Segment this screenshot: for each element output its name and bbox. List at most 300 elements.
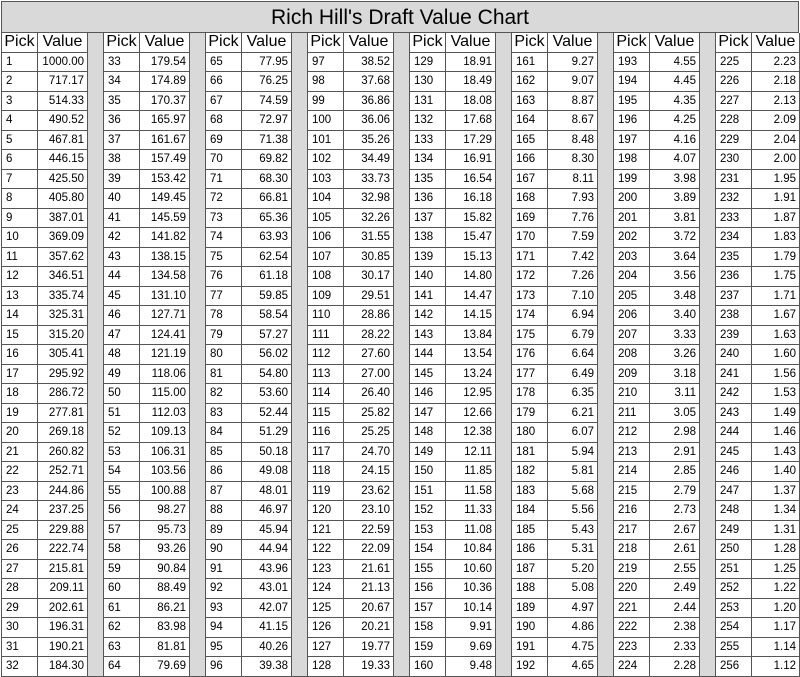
- pick-number-cell: 151: [410, 482, 446, 502]
- pick-value-cell: 2.38: [650, 618, 700, 638]
- pick-number-cell: 114: [308, 384, 344, 404]
- column-separator: [88, 287, 104, 307]
- pick-number-cell: 36: [104, 111, 140, 131]
- pick-value-cell: 165.97: [140, 111, 190, 131]
- pick-value-cell: 13.54: [446, 345, 496, 365]
- column-separator: [598, 345, 614, 365]
- column-separator: [88, 618, 104, 638]
- pick-number-cell: 6: [2, 150, 38, 170]
- pick-number-cell: 147: [410, 404, 446, 424]
- pick-value-cell: 10.36: [446, 579, 496, 599]
- pick-number-cell: 199: [614, 170, 650, 190]
- column-separator: [190, 189, 206, 209]
- pick-value-cell: 138.15: [140, 248, 190, 268]
- pick-value-cell: 13.24: [446, 365, 496, 385]
- pick-number-cell: 97: [308, 53, 344, 73]
- column-separator: [88, 540, 104, 560]
- pick-value-cell: 2.61: [650, 540, 700, 560]
- pick-number-cell: 140: [410, 267, 446, 287]
- pick-value-cell: 17.68: [446, 111, 496, 131]
- pick-number-cell: 4: [2, 111, 38, 131]
- pick-number-cell: 224: [614, 657, 650, 677]
- pick-number-cell: 107: [308, 248, 344, 268]
- pick-number-cell: 136: [410, 189, 446, 209]
- column-separator: [700, 345, 716, 365]
- pick-number-cell: 24: [2, 501, 38, 521]
- pick-value-cell: 32.26: [344, 209, 394, 229]
- pick-number-cell: 72: [206, 189, 242, 209]
- pick-number-cell: 197: [614, 131, 650, 151]
- pick-value-cell: 3.33: [650, 326, 700, 346]
- pick-number-cell: 209: [614, 365, 650, 385]
- pick-number-cell: 165: [512, 131, 548, 151]
- pick-number-cell: 130: [410, 72, 446, 92]
- column-separator: [700, 384, 716, 404]
- column-separator: [496, 287, 512, 307]
- pick-value-cell: 11.08: [446, 521, 496, 541]
- pick-number-cell: 191: [512, 638, 548, 658]
- column-separator: [700, 599, 716, 619]
- pick-number-cell: 155: [410, 560, 446, 580]
- pick-number-cell: 30: [2, 618, 38, 638]
- pick-value-cell: 9.69: [446, 638, 496, 658]
- pick-value-cell: 325.31: [38, 306, 88, 326]
- pick-value-cell: 346.51: [38, 267, 88, 287]
- pick-value-cell: 2.55: [650, 560, 700, 580]
- pick-number-cell: 62: [104, 618, 140, 638]
- pick-value-cell: 1.43: [752, 443, 800, 463]
- column-separator: [700, 228, 716, 248]
- column-separator: [598, 365, 614, 385]
- pick-value-cell: 29.51: [344, 287, 394, 307]
- column-separator: [394, 267, 410, 287]
- pick-number-cell: 65: [206, 53, 242, 73]
- pick-value-cell: 37.68: [344, 72, 394, 92]
- column-separator: [700, 170, 716, 190]
- pick-number-cell: 177: [512, 365, 548, 385]
- pick-value-cell: 19.77: [344, 638, 394, 658]
- pick-value-cell: 1.91: [752, 189, 800, 209]
- column-separator: [190, 287, 206, 307]
- pick-number-cell: 39: [104, 170, 140, 190]
- pick-number-cell: 74: [206, 228, 242, 248]
- column-separator: [394, 638, 410, 658]
- pick-number-cell: 50: [104, 384, 140, 404]
- pick-number-cell: 190: [512, 618, 548, 638]
- pick-value-cell: 112.03: [140, 404, 190, 424]
- pick-number-cell: 49: [104, 365, 140, 385]
- pick-value-cell: 2.85: [650, 462, 700, 482]
- pick-value-cell: 209.11: [38, 579, 88, 599]
- pick-value-cell: 53.60: [242, 384, 292, 404]
- pick-column-header: Pick: [308, 33, 344, 53]
- column-separator: [700, 560, 716, 580]
- chart-title: Rich Hill's Draft Value Chart: [1, 1, 799, 33]
- column-separator: [700, 638, 716, 658]
- pick-number-cell: 9: [2, 209, 38, 229]
- pick-value-cell: 446.15: [38, 150, 88, 170]
- pick-number-cell: 112: [308, 345, 344, 365]
- pick-column-header: Pick: [410, 33, 446, 53]
- column-separator: [394, 365, 410, 385]
- pick-value-cell: 4.35: [650, 92, 700, 112]
- pick-number-cell: 27: [2, 560, 38, 580]
- pick-number-cell: 37: [104, 131, 140, 151]
- pick-value-cell: 4.75: [548, 638, 598, 658]
- pick-value-cell: 106.31: [140, 443, 190, 463]
- pick-value-cell: 2.18: [752, 72, 800, 92]
- pick-value-cell: 15.13: [446, 248, 496, 268]
- pick-value-cell: 33.73: [344, 170, 394, 190]
- pick-value-cell: 3.64: [650, 248, 700, 268]
- column-separator: [292, 131, 308, 151]
- pick-number-cell: 134: [410, 150, 446, 170]
- column-separator: [496, 443, 512, 463]
- pick-number-cell: 89: [206, 521, 242, 541]
- pick-number-cell: 243: [716, 404, 752, 424]
- pick-value-cell: 369.09: [38, 228, 88, 248]
- pick-number-cell: 166: [512, 150, 548, 170]
- column-separator: [496, 209, 512, 229]
- pick-value-cell: 28.22: [344, 326, 394, 346]
- pick-number-cell: 233: [716, 209, 752, 229]
- pick-value-cell: 174.89: [140, 72, 190, 92]
- column-separator: [394, 384, 410, 404]
- pick-number-cell: 156: [410, 579, 446, 599]
- column-separator: [190, 306, 206, 326]
- pick-column-header: Pick: [2, 33, 38, 53]
- pick-number-cell: 208: [614, 345, 650, 365]
- column-separator: [700, 248, 716, 268]
- column-separator: [88, 209, 104, 229]
- column-separator: [496, 423, 512, 443]
- pick-number-cell: 223: [614, 638, 650, 658]
- column-separator: [700, 306, 716, 326]
- pick-number-cell: 3: [2, 92, 38, 112]
- pick-value-cell: 17.29: [446, 131, 496, 151]
- pick-value-cell: 1.83: [752, 228, 800, 248]
- pick-value-cell: 14.80: [446, 267, 496, 287]
- pick-number-cell: 110: [308, 306, 344, 326]
- pick-value-cell: 157.49: [140, 150, 190, 170]
- pick-value-cell: 16.91: [446, 150, 496, 170]
- column-separator: [700, 521, 716, 541]
- column-separator: [598, 228, 614, 248]
- pick-number-cell: 148: [410, 423, 446, 443]
- pick-value-cell: 12.95: [446, 384, 496, 404]
- pick-value-cell: 1.17: [752, 618, 800, 638]
- pick-value-cell: 7.10: [548, 287, 598, 307]
- pick-number-cell: 59: [104, 560, 140, 580]
- pick-number-cell: 109: [308, 287, 344, 307]
- column-separator: [190, 599, 206, 619]
- pick-number-cell: 168: [512, 189, 548, 209]
- pick-value-cell: 9.27: [548, 53, 598, 73]
- pick-number-cell: 141: [410, 287, 446, 307]
- pick-value-cell: 36.06: [344, 111, 394, 131]
- column-separator: [598, 150, 614, 170]
- pick-number-cell: 226: [716, 72, 752, 92]
- pick-column-header: Pick: [104, 33, 140, 53]
- column-separator: [700, 72, 716, 92]
- pick-value-cell: 6.35: [548, 384, 598, 404]
- pick-number-cell: 53: [104, 443, 140, 463]
- column-separator: [88, 345, 104, 365]
- pick-value-cell: 134.58: [140, 267, 190, 287]
- pick-value-cell: 1.22: [752, 579, 800, 599]
- pick-number-cell: 16: [2, 345, 38, 365]
- pick-number-cell: 42: [104, 228, 140, 248]
- column-separator: [598, 267, 614, 287]
- column-separator: [292, 599, 308, 619]
- column-separator: [292, 560, 308, 580]
- pick-number-cell: 71: [206, 170, 242, 190]
- pick-number-cell: 12: [2, 267, 38, 287]
- pick-value-cell: 49.08: [242, 462, 292, 482]
- pick-value-cell: 1.34: [752, 501, 800, 521]
- column-separator: [190, 482, 206, 502]
- pick-number-cell: 179: [512, 404, 548, 424]
- column-separator: [292, 287, 308, 307]
- pick-number-cell: 235: [716, 248, 752, 268]
- pick-value-cell: 26.40: [344, 384, 394, 404]
- column-separator: [394, 33, 410, 53]
- pick-value-cell: 109.13: [140, 423, 190, 443]
- pick-value-cell: 2.28: [650, 657, 700, 677]
- pick-number-cell: 171: [512, 248, 548, 268]
- pick-value-cell: 124.41: [140, 326, 190, 346]
- column-separator: [598, 111, 614, 131]
- pick-number-cell: 149: [410, 443, 446, 463]
- pick-number-cell: 232: [716, 189, 752, 209]
- pick-number-cell: 256: [716, 657, 752, 677]
- pick-number-cell: 40: [104, 189, 140, 209]
- column-separator: [292, 462, 308, 482]
- pick-value-cell: 63.93: [242, 228, 292, 248]
- pick-number-cell: 164: [512, 111, 548, 131]
- pick-number-cell: 150: [410, 462, 446, 482]
- pick-value-cell: 315.20: [38, 326, 88, 346]
- pick-number-cell: 85: [206, 443, 242, 463]
- pick-value-cell: 13.84: [446, 326, 496, 346]
- column-separator: [88, 462, 104, 482]
- pick-value-cell: 3.40: [650, 306, 700, 326]
- pick-value-cell: 118.06: [140, 365, 190, 385]
- pick-value-cell: 8.48: [548, 131, 598, 151]
- pick-value-cell: 38.52: [344, 53, 394, 73]
- column-separator: [700, 443, 716, 463]
- pick-number-cell: 79: [206, 326, 242, 346]
- pick-number-cell: 67: [206, 92, 242, 112]
- column-separator: [598, 209, 614, 229]
- pick-value-cell: 2.79: [650, 482, 700, 502]
- pick-value-cell: 237.25: [38, 501, 88, 521]
- value-column-header: Value: [446, 33, 496, 53]
- pick-value-cell: 7.26: [548, 267, 598, 287]
- pick-value-cell: 2.04: [752, 131, 800, 151]
- column-separator: [394, 599, 410, 619]
- pick-value-cell: 18.91: [446, 53, 496, 73]
- column-separator: [292, 92, 308, 112]
- pick-value-cell: 68.30: [242, 170, 292, 190]
- pick-value-cell: 62.54: [242, 248, 292, 268]
- pick-number-cell: 15: [2, 326, 38, 346]
- column-separator: [190, 579, 206, 599]
- column-separator: [394, 423, 410, 443]
- pick-value-cell: 4.25: [650, 111, 700, 131]
- column-separator: [394, 618, 410, 638]
- column-separator: [88, 638, 104, 658]
- pick-number-cell: 96: [206, 657, 242, 677]
- column-separator: [292, 111, 308, 131]
- column-separator: [394, 228, 410, 248]
- pick-value-cell: 3.72: [650, 228, 700, 248]
- column-separator: [496, 248, 512, 268]
- pick-number-cell: 138: [410, 228, 446, 248]
- pick-number-cell: 77: [206, 287, 242, 307]
- column-separator: [394, 579, 410, 599]
- pick-value-cell: 305.41: [38, 345, 88, 365]
- column-separator: [598, 72, 614, 92]
- column-separator: [292, 33, 308, 53]
- pick-value-cell: 3.89: [650, 189, 700, 209]
- column-separator: [88, 560, 104, 580]
- pick-value-cell: 2.00: [752, 150, 800, 170]
- column-separator: [598, 92, 614, 112]
- pick-value-cell: 6.49: [548, 365, 598, 385]
- pick-value-cell: 16.18: [446, 189, 496, 209]
- pick-value-cell: 41.15: [242, 618, 292, 638]
- column-separator: [190, 462, 206, 482]
- pick-number-cell: 99: [308, 92, 344, 112]
- pick-number-cell: 161: [512, 53, 548, 73]
- pick-value-cell: 4.55: [650, 53, 700, 73]
- pick-value-cell: 2.98: [650, 423, 700, 443]
- pick-number-cell: 244: [716, 423, 752, 443]
- column-separator: [190, 111, 206, 131]
- column-separator: [496, 618, 512, 638]
- pick-value-cell: 66.81: [242, 189, 292, 209]
- pick-value-cell: 42.07: [242, 599, 292, 619]
- pick-number-cell: 122: [308, 540, 344, 560]
- pick-number-cell: 222: [614, 618, 650, 638]
- pick-number-cell: 254: [716, 618, 752, 638]
- column-separator: [190, 209, 206, 229]
- pick-value-cell: 7.76: [548, 209, 598, 229]
- column-separator: [190, 53, 206, 73]
- pick-value-cell: 1.63: [752, 326, 800, 346]
- pick-number-cell: 229: [716, 131, 752, 151]
- pick-number-cell: 14: [2, 306, 38, 326]
- pick-value-cell: 5.08: [548, 579, 598, 599]
- pick-value-cell: 81.81: [140, 638, 190, 658]
- pick-number-cell: 22: [2, 462, 38, 482]
- pick-number-cell: 188: [512, 579, 548, 599]
- column-separator: [292, 618, 308, 638]
- pick-number-cell: 158: [410, 618, 446, 638]
- column-separator: [190, 170, 206, 190]
- pick-number-cell: 103: [308, 170, 344, 190]
- pick-number-cell: 213: [614, 443, 650, 463]
- pick-value-cell: 52.44: [242, 404, 292, 424]
- pick-value-cell: 5.81: [548, 462, 598, 482]
- pick-value-cell: 141.82: [140, 228, 190, 248]
- column-separator: [292, 423, 308, 443]
- column-separator: [496, 521, 512, 541]
- pick-number-cell: 5: [2, 131, 38, 151]
- pick-column-header: Pick: [512, 33, 548, 53]
- pick-number-cell: 73: [206, 209, 242, 229]
- pick-value-cell: 1.14: [752, 638, 800, 658]
- pick-number-cell: 211: [614, 404, 650, 424]
- column-separator: [88, 72, 104, 92]
- pick-value-cell: 161.67: [140, 131, 190, 151]
- pick-number-cell: 115: [308, 404, 344, 424]
- pick-value-cell: 21.61: [344, 560, 394, 580]
- column-separator: [88, 423, 104, 443]
- pick-number-cell: 183: [512, 482, 548, 502]
- column-separator: [190, 560, 206, 580]
- pick-number-cell: 120: [308, 501, 344, 521]
- column-separator: [190, 33, 206, 53]
- column-separator: [88, 326, 104, 346]
- pick-value-cell: 56.02: [242, 345, 292, 365]
- column-separator: [598, 189, 614, 209]
- column-separator: [700, 287, 716, 307]
- pick-column-header: Pick: [206, 33, 242, 53]
- pick-number-cell: 19: [2, 404, 38, 424]
- column-separator: [598, 560, 614, 580]
- column-separator: [394, 287, 410, 307]
- pick-number-cell: 133: [410, 131, 446, 151]
- pick-number-cell: 129: [410, 53, 446, 73]
- column-separator: [496, 53, 512, 73]
- pick-value-cell: 57.27: [242, 326, 292, 346]
- column-separator: [190, 423, 206, 443]
- pick-number-cell: 69: [206, 131, 242, 151]
- column-separator: [496, 189, 512, 209]
- pick-value-cell: 269.18: [38, 423, 88, 443]
- pick-value-cell: 1.37: [752, 482, 800, 502]
- pick-value-cell: 71.38: [242, 131, 292, 151]
- column-separator: [190, 521, 206, 541]
- pick-value-cell: 10.60: [446, 560, 496, 580]
- pick-number-cell: 170: [512, 228, 548, 248]
- column-separator: [700, 404, 716, 424]
- pick-value-cell: 21.13: [344, 579, 394, 599]
- pick-number-cell: 48: [104, 345, 140, 365]
- column-separator: [292, 521, 308, 541]
- column-separator: [598, 326, 614, 346]
- pick-value-cell: 179.54: [140, 53, 190, 73]
- pick-number-cell: 163: [512, 92, 548, 112]
- pick-number-cell: 105: [308, 209, 344, 229]
- pick-number-cell: 98: [308, 72, 344, 92]
- pick-number-cell: 125: [308, 599, 344, 619]
- column-separator: [292, 189, 308, 209]
- column-separator: [700, 131, 716, 151]
- column-separator: [394, 306, 410, 326]
- pick-number-cell: 253: [716, 599, 752, 619]
- pick-number-cell: 25: [2, 521, 38, 541]
- pick-value-cell: 44.94: [242, 540, 292, 560]
- column-separator: [88, 267, 104, 287]
- pick-number-cell: 217: [614, 521, 650, 541]
- column-separator: [88, 92, 104, 112]
- column-separator: [496, 560, 512, 580]
- pick-number-cell: 52: [104, 423, 140, 443]
- pick-number-cell: 119: [308, 482, 344, 502]
